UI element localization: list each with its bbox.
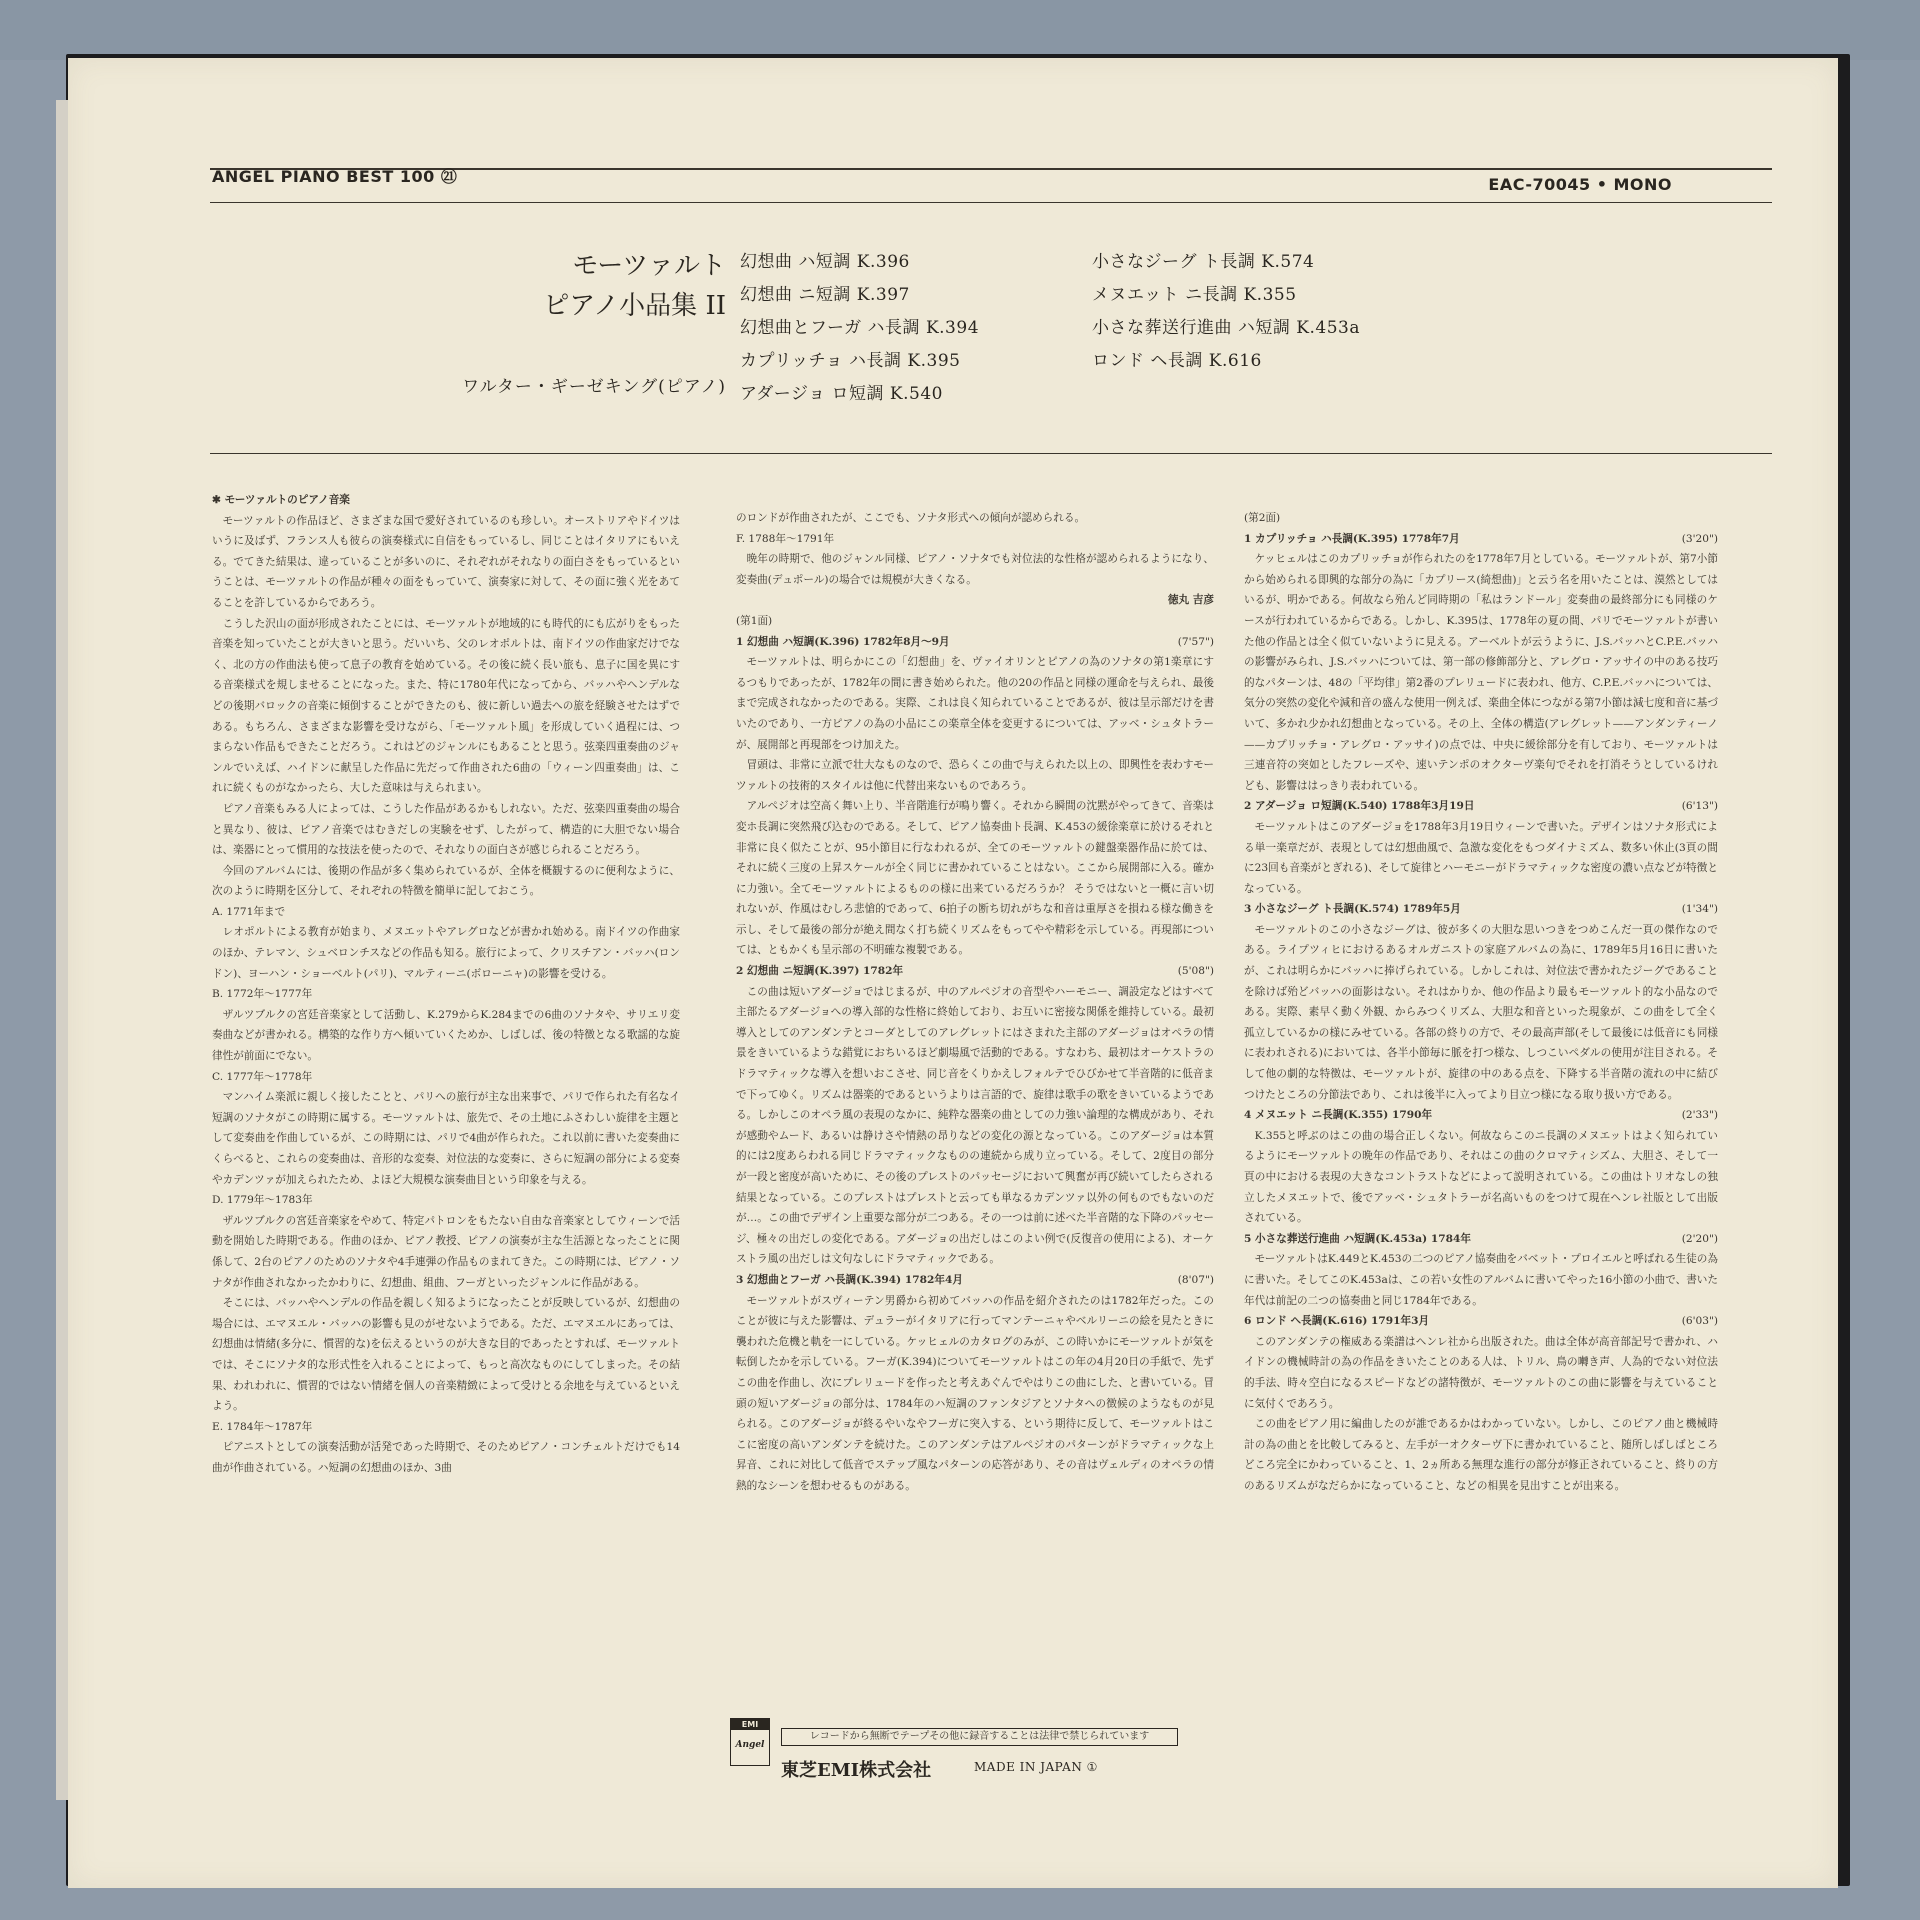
notes-text: 4 メヌエット ニ長調(K.355) 1790年 <box>1244 1109 1433 1122</box>
notes-text: E. 1784年〜1787年 <box>212 1420 313 1433</box>
notes-column-3 <box>1244 508 1718 1752</box>
background <box>0 0 1920 60</box>
track-duration: (6'13") <box>1681 800 1718 813</box>
notes-text: ✱ モーツァルトのピアノ音楽 <box>212 494 350 506</box>
notes-text: マンハイム楽派に親しく接したことと、パリへの旅行が主な出来事で、パリで作られた有名なイ短調のソナタがこの時期に属する。モーツァルトは、旅先で、その土地にふさわしい旋律を主題として変奏曲を作曲しているが、この時期には、パリで4曲が作られた。これ以前に書いた変奏曲にくらべると、これらの変奏曲は、音形的な変奏、対位法的な変奏に、さらに短調の部分による変奏やカデンツァが加えられたため、よほど大規模な演奏曲目という印象を与える。 <box>212 1091 680 1186</box>
notes-text: 冒頭は、非常に立派で壮大なものなので、恐らくこの曲で与えられた以上の、即興性を表わすモーツァルトの技術的スタイルは他に代替出来ないものであろう。 <box>736 759 1214 792</box>
notes-paragraph <box>736 1291 1214 1497</box>
track-list-item: カプリッチョ ハ長調 K.395 <box>740 351 961 371</box>
notes-text: K.355と呼ぶのはこの曲の場合正しくない。何故ならこのニ長調のメヌエットはよく知られているようにモーツァルトの晩年の作品であり、それはこの曲のクロマティシズム、大胆さ、そして一頁の中における表現の大きなコントラストなどによって説明されている。この曲はトリオなしの独立したメヌエットで、後でアッベ・シュタトラーが名高いものをつけて現在ヘンレ社版として出版されている。 <box>1244 1129 1718 1225</box>
album-title-composer: モーツァルト <box>572 251 726 281</box>
track-note-heading <box>736 1270 1214 1291</box>
notes-paragraph <box>212 1437 680 1478</box>
notes-paragraph <box>212 1417 680 1438</box>
record-company: 東芝EMI株式会社 <box>781 1760 932 1781</box>
notes-paragraph <box>1244 817 1718 899</box>
notes-text: ザルツブルクの宮廷音楽家をやめて、特定パトロンをもたない自由な音楽家としてウィーンで活動を開始した時期である。作曲のほか、ピアノ教授、ピアノの演奏が主な生活源となったことに関係して、2台のピアノのためのソナタや4手連弾の作品ものまれてきた。この時期には、ピアノ・ソナタが作曲されなかったかわりに、幻想曲、組曲、フーガといったジャンルに作品がある。 <box>212 1214 680 1289</box>
notes-text: 2 幻想曲 ニ短調(K.397) 1782年 <box>736 965 904 978</box>
notes-paragraph <box>212 861 680 902</box>
notes-text: D. 1779年〜1783年 <box>212 1194 313 1207</box>
track-note-heading <box>1244 899 1718 920</box>
notes-paragraph <box>1244 1249 1718 1311</box>
section-divider <box>210 453 1772 454</box>
notes-paragraph <box>212 922 680 984</box>
notes-text: 晩年の時期で、他のジャンル同様、ピアノ・ソナタでも対位法的な性格が認められるようになり、変奏曲(デュポール)の場合では規模が大きくなる。 <box>736 553 1214 586</box>
notes-text: B. 1772年〜1777年 <box>212 988 313 1001</box>
track-duration: (3'20") <box>1681 532 1718 545</box>
track-note-heading <box>212 490 680 511</box>
track-duration: (5'08") <box>1177 965 1214 978</box>
angel-logo-text: Angel <box>735 1740 765 1750</box>
notes-paragraph <box>736 529 1214 550</box>
track-list-item: 幻想曲とフーガ ハ長調 K.394 <box>740 318 980 338</box>
notes-paragraph <box>212 1190 680 1211</box>
track-list-left <box>740 246 1070 411</box>
liner-notes-sheet <box>68 58 1838 1888</box>
notes-paragraph <box>1244 1414 1718 1496</box>
album-title-work: ピアノ小品集 II <box>543 291 726 321</box>
track-duration: (7'57") <box>1177 635 1214 648</box>
track-list-item: 小さな葬送行進曲 ハ短調 K.453a <box>1092 318 1360 338</box>
notes-paragraph <box>736 982 1214 1270</box>
notes-paragraph <box>736 755 1214 796</box>
notes-paragraph <box>212 511 680 614</box>
catalog-number: EAC-70045 • MONO <box>1488 175 1672 194</box>
notes-paragraph <box>1244 1126 1718 1229</box>
track-note-heading <box>1244 529 1718 550</box>
made-in-japan: MADE IN JAPAN ① <box>974 1760 1098 1774</box>
track-note-heading <box>1244 796 1718 817</box>
notes-paragraph <box>212 614 680 799</box>
notes-text: モーツァルトのこの小さなジーグは、彼が多くの大胆な思いつきをつめこんだ一頁の傑作なのである。ライプツィヒにおけるあるオルガニストの家庭アルバムの為に、1789年5月16日に書いたが、これは明らかにバッハに捧げられている。しかしこれは、対位法で書かれたジーグであることを除けば殆どバッハの面影はない。それはかりか、他の作品より最もモーツァルト的な小品なのである。実際、素早く動く外観、からみつくリズム、大胆な和音といった現象が、この曲をして全く孤立しているかの様にみせている。各部の終りの方で、その最高声部(そして最後には低音にも同様に表われされる)においては、各半小節毎に脈を打つ様な、しつこいペダルの使用が注目される。そして他の劇的な特徴は、モーツァルトが、旋律の中のある点を、下降する半音階の流れの中に結びつけたところの分節法であり、これは後半に入ってより目立つ様になる取り扱い方である。 <box>1244 923 1718 1101</box>
track-list-item: メヌエット ニ長調 K.355 <box>1092 285 1297 305</box>
notes-paragraph <box>736 508 1214 529</box>
emi-angel-logo <box>730 1718 770 1766</box>
track-duration: (6'03") <box>1681 1315 1718 1328</box>
notes-text: 3 小さなジーグ ト長調(K.574) 1789年5月 <box>1244 903 1461 916</box>
notes-paragraph <box>736 611 1214 632</box>
notes-text: 今回のアルバムには、後期の作品が多く集められているが、全体を概観するのに便利なように、次のように時期を区分して、それぞれの特徴を簡単に記しておこう。 <box>212 864 680 898</box>
notes-text: F. 1788年〜1791年 <box>736 532 835 545</box>
notes-paragraph <box>212 1211 680 1293</box>
album-artist: ワルター・ギーゼキング(ピアノ) <box>462 377 726 397</box>
notes-paragraph <box>212 902 680 923</box>
notes-paragraph <box>736 796 1214 961</box>
notes-text: この曲をピアノ用に編曲したのが誰であるかはわかっていない。しかし、このピアノ曲と機械時計の為の曲とを比較してみると、左手が一オクターヴ下に書かれていること、随所しばしばところどころ完全にかわっていること、1、2ヵ所ある無理な進行の部分が修正されていること、終りの方のあるリズムがなだらかになっていること、などの相異を見出すことが出来る。 <box>1244 1418 1718 1492</box>
copyright-notice: レコードから無断でテープその他に録音することは法律で禁じられています <box>781 1728 1178 1746</box>
notes-text: こうした沢山の面が形成されたことには、モーツァルトが地域的にも時代的にも広がりをもった音楽を知っていたことが大きいと思う。だいいち、父のレオポルトは、南ドイツの作曲家だけでなく、北の方の作曲法も使って息子の教育を始めている。その後に続く長い旅も、息子に国を異にする音楽様式を規しませることになった。また、特に1780年代になってから、バッハやヘンデルなどの後期バロックの音楽に傾倒することができたのも、彼に新しい過去への旅を経験させたはずである。もちろん、さまざまな影響を受けながら、「モーツァルト風」を形成していく過程には、つまらない作品もできたことだろう。これはどのジャンルにもあることと思う。弦楽四重奏曲のジャンルでいえば、ハイドンに献呈した作品に先だって作曲された6曲の「ウィーン四重奏曲」は、これに続くものがなかったら、大した意味は与えられまい。 <box>212 617 680 795</box>
track-list-item: ロンド ヘ長調 K.616 <box>1092 351 1262 371</box>
track-note-heading <box>736 632 1214 653</box>
notes-text: 1 幻想曲 ハ短調(K.396) 1782年8月〜9月 <box>736 635 950 648</box>
notes-column-1 <box>212 490 680 1752</box>
notes-text: 5 小さな葬送行進曲 ハ短調(K.453a) 1784年 <box>1244 1232 1471 1245</box>
notes-paragraph <box>1244 508 1718 529</box>
notes-paragraph <box>736 549 1214 590</box>
notes-text: のロンドが作曲されたが、ここでも、ソナタ形式への傾向が認められる。 <box>736 512 1086 524</box>
track-list-item: 小さなジーグ ト長調 K.574 <box>1092 252 1315 272</box>
notes-text: C. 1777年〜1778年 <box>212 1070 313 1083</box>
notes-text: この曲は短いアダージョではじまるが、中のアルペジオの音型やハーモニー、調設定などはすべて主部たるアダージョへの導入部的な性格に終始しており、お互いに密接な関係を維持している。最初導入としてのアンダンテとコーダとしてのアレグレットにはさまれた主部のアダージョはオペラの情景をきいているような錯覚におちいるほど劇場風で活動的である。すなわち、最初はオーケストラのドラマティックな導入を想いおこさせ、同じ音をくりかえしフォルテでひびかせて半音階的に低音まで下ってゆく。リズムは器楽的であるというよりは言語的で、旋律は歌手の歌をきいているようである。しかしこのオペラ風の表現のなかに、純粋な器楽の曲としての力強い論理的な構成があり、それが感動やムード、あるいは静けさや情熱の昂りなどの変化の源となっている。このアダージョは本質的には2度あらわれる同じドラマティックなものの連続から成り立っている。そして、2度目の部分が一段と密度が高いために、その後のプレストのパッセージにおいて興奮が再び続いてしたらされる結果となっている。このプレストはプレストと云っても単なるカデンツァ以外の何ものでもないのだが…。この曲でデザイン上重要な部分が二つある。その一つは前に述べた半音階的な下降のパッセージ、極々の出だしの変化である。アダージョの出だしはこのよい例で(反復音の使用による)、オーケストラ風の出だしは文句なしにドラマティックである。 <box>736 985 1214 1266</box>
track-duration: (2'20") <box>1681 1232 1718 1245</box>
notes-text: レオポルトによる教育が始まり、メヌエットやアレグロなどが書かれ始める。南ドイツの作曲家のほか、テレマン、シュベロンチスなどの作品も知る。旅行によって、クリスチアン・バッハ(ロンドン)、ヨーハン・ショーベルト(パリ)、マルティーニ(ボローニャ)の影響を受ける。 <box>212 926 680 980</box>
notes-text: そこには、バッハやヘンデルの作品を親しく知るようになったことが反映しているが、幻想曲の場合には、エマヌエル・バッハの影響も見のがせないようである。ただ、エマヌエルにあっては、幻想曲は情緒(多分に、慣習的な)を伝えるというのが大きな目的であったとすれば、モーツァルトでは、そこにソナタ的な形式性を入れることによって、もっと高次なものにしてしまった。その結果、われわれに、慣習的ではない情緒を個人の音楽精緻によって受けとる余地を与えているといえよう。 <box>212 1297 680 1413</box>
notes-text: モーツァルトがスヴィーテン男爵から初めてバッハの作品を紹介されたのは1782年だった。このことが彼に与えた影響は、デュラーがイタリアに行ってマンテーニャやベルリーニの絵を見たときに襲われた危機と軌を一にしている。ケッヒェルのカタログのみが、この時いかにモーツァルトが気を転倒したかを示している。フーガ(K.394)についてモーツァルトはこの年の4月20日の手紙で、先ずこの曲を作曲し、次にプレリュードを作ったと考えあぐんでやはりこの曲にした、と書いている。冒頭の短いアダージョの部分は、1784年のハ短調のファンタジアとソナタへの徴候のようなものが見られる。このアダージョが終るやいなやフーガに突入する、という期待に反して、モーツァルトはここに密度の高いアンダンテを続けた。このアンダンテはアルペジオのパターンがドラマティックな上昇音、これに対比して低音でステップ風なパターンの応答があり、その音はヴェルディのオペラの情熱的なシーンを想わせるものがある。 <box>736 1294 1214 1492</box>
notes-text: A. 1771年まで <box>212 905 286 918</box>
track-duration: (2'33") <box>1681 1109 1718 1122</box>
notes-text: モーツァルトは、明らかにこの「幻想曲」を、ヴァイオリンとピアノの為のソナタの第1楽章にするつもりであったが、1782年の間に書き始められた。他の20の作品と同様の運命を与えられ、最後まで完成されなかったのである。実際、これは良く知られていることであるが、彼は呈示部だけを書いたのであり、一方ピアノの為の小品にこの楽章全体を変更するについては、アッベ・シュタトラーが、展開部と再現部をつけ加えた。 <box>736 656 1214 751</box>
notes-text: このアンダンテの権威ある楽譜はヘンレ社から出版された。曲は全体が高音部記号で書かれ、ハイドンの機械時計の為の作品をきいたことのある人は、トリル、鳥の囀き声、人為的でない対位法的手法、時々空白になるスピードなどの諸特徴が、モーツァルトのこの曲に影響を与えていることに気付くであろう。 <box>1244 1335 1718 1410</box>
emi-logo-text: EMI <box>731 1719 769 1730</box>
track-list-item: アダージョ ロ短調 K.540 <box>740 384 943 404</box>
notes-text: ピアニストとしての演奏活動が活発であった時期で、そのためピアノ・コンチェルトだけでも14曲が作曲されている。ハ短調の幻想曲のほか、3曲 <box>212 1441 680 1474</box>
notes-text: 6 ロンド ヘ長調(K.616) 1791年3月 <box>1244 1315 1430 1328</box>
track-list-item: 幻想曲 ニ短調 K.397 <box>740 285 910 305</box>
notes-text: ケッヒェルはこのカプリッチョが作られたのを1778年7月としている。モーツァルトが、第7小節から始められる即興的な部分の為に「カプリース(綺想曲)」と云う名を用いたことは、漠然としてはいるが、明かである。何故なら殆んど同時期の「私はランドール」変奏曲の最終部分にも同様のケースが行われているからである。しかし、K.395は、1778年の夏の間、パリでモーツァルトが書いた他の作品とは全く似ていないように見える。アーベルトが云うように、J.S.バッハとC.P.E.バッハの影響がみられ、J.S.バッハについては、第一部の修飾部分と、アレグロ・アッサイの中のある技巧的なパターンは、48の「平均律」第2番のプレリュードに表われ、他方、C.P.E.バッハについては、気分の突然の変化や減和音の盛んな使用一例えば、楽曲全体につながる第7小節は減七度和音に基づいて、多かれ少かれ幻想曲となっている。その上、全体の構造(アレグレット——アンダンティーノ——カプリッチョ・アレグロ・アッサイ)の点では、中央に緩徐部分を有しており、モーツァルトは三連音符の突如としたフレーズや、速いテンポのオクターヴ楽句でそれを打消そうとしているけれども、影響ははっきり表われている。 <box>1244 553 1718 792</box>
notes-text: (第1面) <box>736 614 773 627</box>
notes-paragraph <box>1244 1332 1718 1414</box>
notes-text: 2 アダージョ ロ短調(K.540) 1788年3月19日 <box>1244 800 1475 813</box>
notes-paragraph <box>212 799 680 861</box>
notes-paragraph <box>212 1087 680 1190</box>
notes-text: アルペジオは空高く舞い上り、半音階進行が鳴り響く。それから瞬間の沈黙がやってきて、音楽は変ホ長調に突然飛び込むのである。そして、ピアノ協奏曲ト長調、K.453の緩徐楽章に於けるそれと非常に良く似たことが、95小節目に行なわれるが、全てのモーツァルトの鍵盤楽器作品に於ては、それに続く三度の上昇スケールが全く同じに書かれていることはない。ここから展開部に入る。確かに力強い。全てモーツァルトによるものの様に出来ているだろうか？ そうではないと一概に言い切れないが、作風はむしろ悲愴的であって、6拍子の断ち切れがちな和音は重厚さを損ねる様な働きを示し、そして最後の部分が絶え間なく打ち続くリズムをもってやや精彩を示している。再現部については、ともかくも呈示部の不明確な複製である。 <box>736 800 1214 957</box>
notes-text: 1 カプリッチョ ハ長調(K.395) 1778年7月 <box>1244 532 1460 545</box>
track-note-heading <box>1244 1311 1718 1332</box>
track-list-item: 幻想曲 ハ短調 K.396 <box>740 252 910 272</box>
notes-paragraph <box>736 652 1214 755</box>
notes-text: 3 幻想曲とフーガ ハ長調(K.394) 1782年4月 <box>736 1273 963 1286</box>
track-note-heading <box>736 961 1214 982</box>
notes-text: モーツァルトの作品ほど、さまざまな国で愛好されているのも珍しい。オーストリアやドイツはいうに及ばず、フランス人も彼らの演奏様式に自信をもっているし、同じことはイタリアにもいえる。でてきた結果は、違っていることが多いのに、それぞれがそれなりの面白さをもっているということは、モーツァルトの作品が種々の面をもっていて、演奏家に対して、その面に強く光をあてることを許しているからであろう。 <box>212 514 680 609</box>
notes-text: ザルツブルクの宮廷音楽家として活動し、K.279からK.284までの6曲のソナタや、サリエリ変奏曲などが書かれる。構築的な作り方へ傾いていくためか、しばしば、後の特徴となる歌謡的な旋律性が前面にでない。 <box>212 1008 680 1063</box>
notes-paragraph <box>212 1005 680 1067</box>
notes-text: ピアノ音楽もみる人によっては、こうした作品があるかもしれない。ただ、弦楽四重奏曲の場合と異なり、彼は、ピアノ音楽ではむきだしの実験をせず、したがって、構造的に大胆でない場合は、楽器にとって慣用的な技法を使ったので、それなりの面白さが感じられることだろう。 <box>212 802 680 857</box>
notes-paragraph <box>212 1293 680 1417</box>
notes-paragraph <box>212 1067 680 1088</box>
notes-text: モーツァルトはこのアダージョを1788年3月19日ウィーンで書いた。デザインはソナタ形式による単一楽章だが、表現としては幻想曲風で、急激な変化をもつダイナミズム、数多い休止(3頁の間に23回も音楽がとぎれる)、そして旋律とハーモニーがドラマティックな密度の濃い点などが特徴となっている。 <box>1244 820 1718 895</box>
track-duration: (8'07") <box>1177 1273 1214 1286</box>
header-bottom-rule <box>210 202 1772 203</box>
track-note-heading <box>1244 1229 1718 1250</box>
notes-text: (第2面) <box>1244 512 1281 524</box>
notes-paragraph <box>1244 920 1718 1105</box>
notes-column-2 <box>736 508 1214 1752</box>
notes-text: モーツァルトはK.449とK.453の二つのピアノ協奏曲をバベット・プロイエルと呼ばれる生徒の為に書いた。そしてこのK.453aは、この若い女性のアルバムに書いてやった16小節の小曲で、書いた年代は前記の二つの協奏曲と同じ1784年である。 <box>1244 1253 1718 1307</box>
track-list-right <box>1092 246 1472 378</box>
series-label: ANGEL PIANO BEST 100 ㉑ <box>212 167 458 186</box>
notes-paragraph <box>212 984 680 1005</box>
track-duration: (1'34") <box>1681 903 1718 916</box>
notes-paragraph <box>736 590 1214 611</box>
notes-text: 徳丸 吉彦 <box>1167 594 1214 607</box>
notes-paragraph <box>1244 549 1718 796</box>
track-note-heading <box>1244 1105 1718 1126</box>
